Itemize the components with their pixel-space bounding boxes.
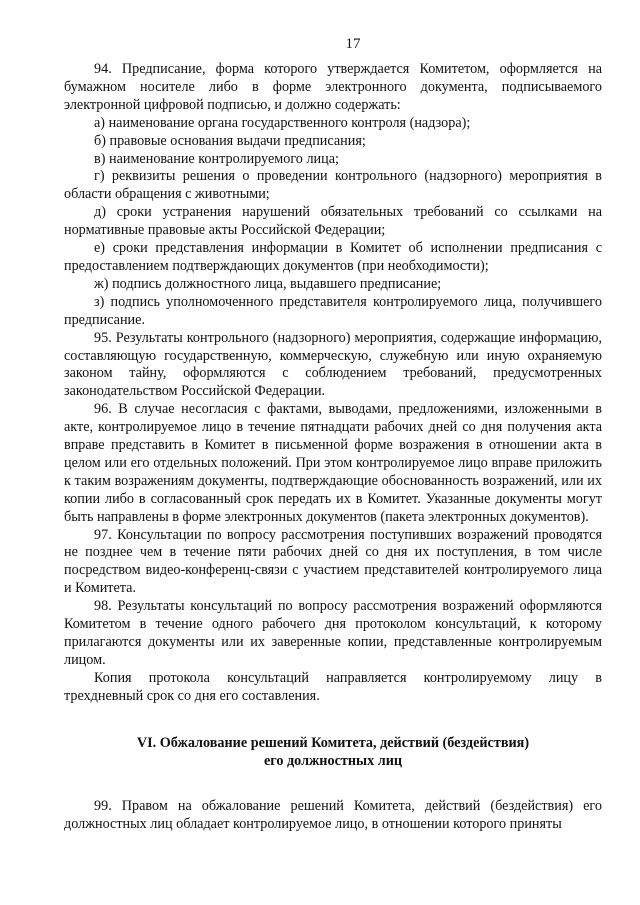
section-heading-line-1: VI. Обжалование решений Комитета, действий (бездействия) (136, 734, 530, 751)
paragraph-97: 97. Консультации по вопросу рассмотрения поступивших возражений проводятся не позднее чем в течение пяти рабочих дней со дня их поступления, в том числе посредством видео-конференц-связи с участием представителей контролируемого лица и Комитета. (64, 526, 602, 597)
page-number: 17 (345, 36, 361, 52)
list-item-zh: ж) подпись должностного лица, выдавшего предписание; (94, 275, 442, 292)
list-item-g: г) реквизиты решения о проведении контрольного (надзорного) мероприятия в области обращения с животными; (64, 168, 602, 203)
paragraph-98: 98. Результаты консультаций по вопросу рассмотрения возражений оформляются Комитетом в течение одного рабочего дня протоколом консультаций, к которому прилагаются документы или их заверенные копии, представленные контролируемым лицом. (64, 598, 602, 668)
paragraph-protocol-copy: Копия протокола консультаций направляется контролируемому лицу в трехдневный срок со дня его составления. (64, 669, 602, 704)
list-item-z: з) подпись уполномоченного представителя контролируемого лица, получившего предписание. (64, 293, 602, 328)
paragraph-94: 94. Предписание, форма которого утверждается Комитетом, оформляется на бумажном носителе либо в форме электронного документа, подписываемого электронной цифровой подписью, и должно содержать: (64, 61, 602, 113)
section-heading (64, 734, 602, 770)
section-heading-line-2: его должностных лиц (263, 752, 403, 769)
list-item-a: а) наименование органа государственного контроля (надзора); (94, 114, 471, 131)
paragraph-96: 96. В случае несогласия с фактами, выводами, предложениями, изложенными в акте, контролируемое лицо в течение пятнадцати рабочих дней со дня получения акта вправе представить в Комитет в письменной форме возражения в отношении акта в целом или его отдельных положений. При этом контролируемое лицо вправе приложить к таким возражениям документы, подтверждающие обоснованность возражений, или их копии либо в согласованный срок передать их в Комитет. Указанные документы могут быть направлены в форме электронных документов (пакета электронных документов). (64, 401, 602, 525)
body-text-top (64, 61, 602, 706)
paragraph-99: 99. Правом на обжалование решений Комитета, действий (бездействия) его должностных лиц обладает контролируемое лицо, в отношении которого приняты (64, 797, 602, 832)
list-item-d: д) сроки устранения нарушений обязательных требований со ссылками на нормативные правовые акты Российской Федерации; (64, 204, 602, 239)
paragraph-95: 95. Результаты контрольного (надзорного) мероприятия, содержащие информацию, составляющую государственную, коммерческую, служебную или иную охраняемую законом тайну, оформляются с соблюдением требований, предусмотренных законодательством Российской Федерации. (64, 329, 602, 400)
list-item-b: б) правовые основания выдачи предписания; (94, 132, 366, 149)
list-item-v: в) наименование контролируемого лица; (94, 150, 339, 167)
body-text-bottom (64, 798, 602, 834)
list-item-e: е) сроки представления информации в Комитет об исполнении предписания с предоставлением подтверждающих документов (при необходимости); (64, 240, 602, 274)
